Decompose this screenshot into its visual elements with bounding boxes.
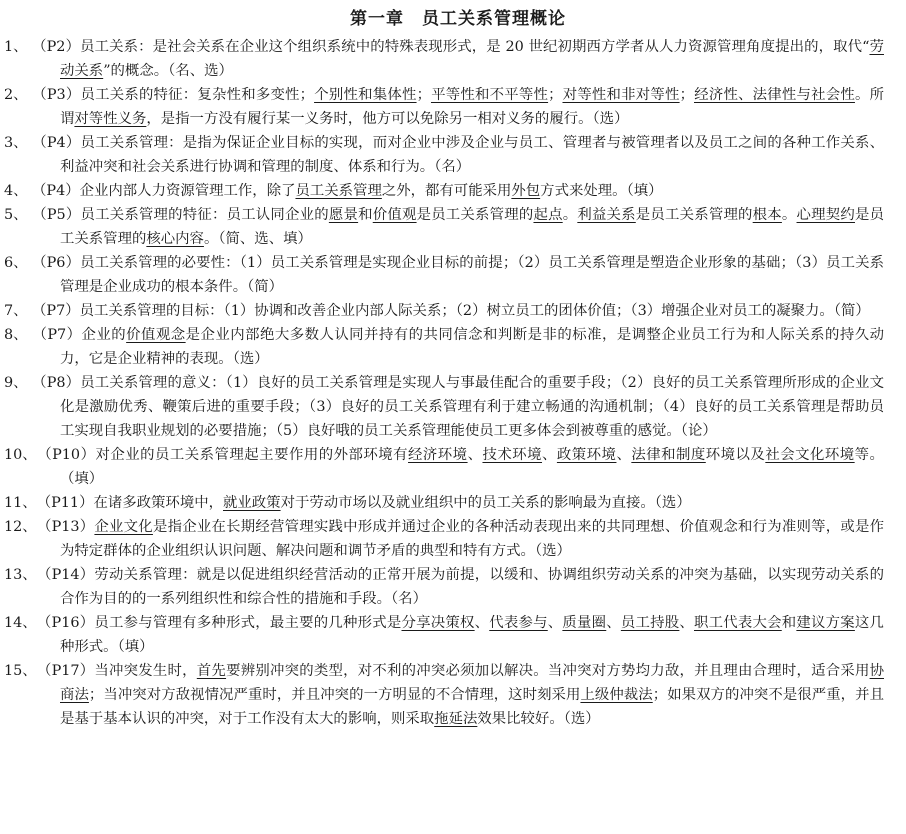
list-item	[4, 563, 884, 611]
item-text: 。	[562, 207, 578, 223]
key-term: 起点	[533, 207, 563, 223]
item-number: 11、	[4, 495, 37, 511]
item-text: ；	[416, 87, 431, 103]
key-term: 价值观	[372, 207, 417, 223]
item-text: ；	[548, 87, 563, 103]
item-text: （P17）当冲突发生时，	[36, 663, 197, 679]
key-term: 价值观念	[126, 327, 186, 343]
item-text: 要辨别冲突的类型，对不利的冲突必须加以解决。当冲突对方势均力敌，并且理由合理时，适合采用	[226, 663, 870, 679]
list-item: 9、 （P8）员工关系管理的意义：（1）良好的员工关系管理是实现人与事最佳配合的重要手段；（2）良好的员工关系管理所形成的企业文化是激励优秀、鞭策后进的重要手段；（3）良好的员工关系管理有利于建立畅通的沟通机制；（4）良好的员工关系管理是帮助员工实现自我职业规划的必要措施；（5）良好哦的员工关系管理能使员工更多体会到被尊重的感觉。（论）	[4, 375, 884, 439]
item-text: 对于劳动市场以及就业组织中的员工关系的影响最为直接。（选）	[280, 495, 691, 511]
item-text: 环境以及	[705, 447, 766, 463]
item-text: 、	[474, 615, 490, 631]
key-term: 上级仲裁法	[580, 687, 653, 703]
item-text: 和	[781, 615, 797, 631]
key-term: 协商法	[60, 663, 884, 703]
item-text: 方式来处理。（填）	[540, 183, 663, 199]
key-term: 就业政策	[223, 495, 281, 511]
item-number: 13、	[4, 567, 37, 583]
item-text: （P2）员工关系：是社会关系在企业这个组织系统中的特殊表现形式，是 20 世纪初期西方学者从人力资源管理角度提出的，取代“	[32, 39, 870, 55]
key-term: 根本	[752, 207, 782, 223]
item-text: ；如果双方的冲突不是很严重，并且是基于基本认识的冲突，对于工作没有太大的影响，则采取	[60, 687, 884, 727]
item-text: （P7）企业的	[32, 327, 127, 343]
item-text: 等。（填）	[60, 447, 884, 487]
list-item	[4, 659, 884, 731]
key-term: 对等性义务	[74, 111, 147, 127]
key-term: 拖延法	[434, 711, 478, 727]
key-term: 分享决策权	[401, 615, 475, 631]
item-number: 15、	[4, 663, 37, 679]
item-text: （P16）员工参与管理有多种形式，最主要的几种形式是	[36, 615, 402, 631]
list-item	[4, 515, 884, 563]
key-term: 员工关系管理	[295, 183, 382, 199]
key-term: 平等性和不平等性	[430, 87, 549, 103]
item-text: 、	[467, 447, 483, 463]
key-term: 对等性和非对等性	[562, 87, 680, 103]
key-term: 首先	[196, 663, 227, 679]
study-points-list	[4, 35, 884, 731]
list-item: 1、 （P2）员工关系：是社会关系在企业这个组织系统中的特殊表现形式，是 20 世纪初期西方学者从人力资源管理角度提出的，取代“劳动关系”的概念。（名、选）	[4, 39, 884, 79]
item-text: （P13）	[36, 519, 95, 535]
item-number: 12、	[4, 519, 37, 535]
item-text: （P7）员工关系管理的目标：（1）协调和改善企业内部人际关系；（2）树立员工的团体价值；（3）增强企业对员工的凝聚力。（简）	[32, 303, 870, 319]
key-term: 建议方案	[796, 615, 855, 631]
item-text: 、	[679, 615, 694, 631]
list-item: 7、 （P7）员工关系管理的目标：（1）协调和改善企业内部人际关系；（2）树立员工的团体价值；（3）增强企业对员工的凝聚力。（简）	[4, 303, 870, 319]
item-text: 是指企业在长期经营管理实践中形成并通过企业的各种活动表现出来的共同理想、价值观念和行为准则等，或是作为特定群体的企业组织认识问题、解决问题和调节矛盾的典型和特有方式。（选）	[60, 519, 884, 559]
key-term: 代表参与	[489, 615, 548, 631]
list-item: 6、 （P6）员工关系管理的必要性：（1）员工关系管理是实现企业目标的前提；（2）员工关系管理是塑造企业形象的基础；（3）员工关系管理是企业成功的根本条件。（简）	[4, 255, 884, 295]
item-text: （P5）员工关系管理的特征：员工认同企业的	[32, 207, 329, 223]
list-item: 2、 （P3）员工关系的特征：复杂性和多变性；个别性和集体性；平等性和不平等性；对等性和非对等性；经济性、法律性与社会性。所谓对等性义务，是指一方没有履行某一义务时，他方可以免除另一相对义务的履行。（选）	[4, 87, 884, 127]
item-text: 、	[542, 447, 557, 463]
item-text: 、	[547, 615, 563, 631]
key-term: 愿景	[328, 207, 359, 223]
key-term: 经济性、法律性与社会性	[694, 87, 855, 103]
item-text: 是企业内部绝大多数人认同并持有的共同信念和判断是非的标准，是调整企业员工行为和人际关系的持久动力，它是企业精神的表现。（选）	[60, 327, 884, 367]
key-term: 质量圈	[562, 615, 607, 631]
key-term: 核心内容	[146, 231, 204, 247]
key-term: 经济环境	[408, 447, 468, 463]
item-text: （P6）员工关系管理的必要性：（1）员工关系管理是实现企业目标的前提；（2）员工关系管理是塑造企业形象的基础；（3）员工关系管理是企业成功的根本条件。（简）	[32, 255, 884, 295]
item-text: （P4）企业内部人力资源管理工作，除了	[32, 183, 296, 199]
key-term: 社会文化环境	[765, 447, 855, 463]
key-term: 法律和制度	[631, 447, 706, 463]
item-text: 这几种形式。（填）	[60, 615, 884, 655]
item-text: ；	[679, 87, 694, 103]
list-item: 4、 （P4）企业内部人力资源管理工作，除了员工关系管理之外，都有可能采用外包方式来处理。（填）	[4, 183, 663, 199]
item-text: ；当冲突对方敌视情况严重时，并且冲突的一方明显的不合情理，这时刻采用	[88, 687, 581, 703]
item-text: （P10）对企业的员工关系管理起主要作用的外部环境有	[36, 447, 409, 463]
list-item: 5、 （P5）员工关系管理的特征：员工认同企业的愿景和价值观是员工关系管理的起点。利益关系是员工关系管理的根本。心理契约是员工关系管理的核心内容。（简、选、填）	[4, 207, 884, 247]
item-text: 。（简、选、填）	[203, 231, 312, 247]
key-term: 技术环境	[482, 447, 543, 463]
item-text: （P4）员工关系管理：是指为保证企业目标的实现，而对企业中涉及企业与员工、管理者与被管理者以及员工之间的各种工作关系、利益冲突和社会关系进行协调和管理的制度、体系和行为。（名）	[32, 135, 884, 175]
item-text: 之外，都有可能采用	[381, 183, 512, 199]
key-term: 员工持股	[620, 615, 680, 631]
item-text: ，是指一方没有履行某一义务时，他方可以免除另一相对义务的履行。（选）	[146, 111, 629, 127]
item-text: 、	[616, 447, 632, 463]
item-text: （P8）员工关系管理的意义：（1）良好的员工关系管理是实现人与事最佳配合的重要手段；（2）良好的员工关系管理所形成的企业文化是激励优秀、鞭策后进的重要手段；（3）良好的员工关系管理有利于建立畅通的沟通机制；（4）良好的员工关系管理是帮助员工实现自我职业规划的必要措施；（5）良好哦的员工关系管理能使员工更多体会到被尊重的感觉。（论）	[32, 375, 884, 439]
key-term: 劳动关系	[60, 39, 884, 79]
item-text: 和	[358, 207, 373, 223]
item-text: （P3）员工关系的特征：复杂性和多变性；	[32, 87, 315, 103]
key-term: 心理契约	[796, 207, 855, 223]
list-item	[4, 491, 884, 515]
item-text: ”的概念。（名、选）	[103, 63, 233, 79]
item-text: 是员工关系管理的	[416, 207, 534, 223]
item-text: 。所谓	[60, 87, 884, 127]
chapter-title: 第一章 员工关系管理概论	[350, 9, 566, 29]
list-item: 8、 （P7）企业的价值观念是企业内部绝大多数人认同并持有的共同信念和判断是非的标准，是调整企业员工行为和人际关系的持久动力，它是企业精神的表现。（选）	[4, 327, 884, 367]
key-term: 利益关系	[577, 207, 636, 223]
item-text: 、	[606, 615, 621, 631]
item-number: 10、	[4, 447, 37, 463]
list-item	[4, 443, 884, 491]
key-term: 个别性和集体性	[314, 87, 417, 103]
item-text: 是员工关系管理的	[60, 207, 884, 247]
item-number: 14、	[4, 615, 37, 631]
list-item	[4, 611, 884, 659]
item-text: （P14）劳动关系管理：就是以促进组织经营活动的正常开展为前提，以缓和、协调组织劳动关系的冲突为基础，以实现劳动关系的合作为目的的一系列组织性和综合性的措施和手段。（名）	[36, 567, 884, 607]
key-term: 企业文化	[94, 519, 153, 535]
list-item: 3、 （P4）员工关系管理：是指为保证企业目标的实现，而对企业中涉及企业与员工、管理者与被管理者以及员工之间的各种工作关系、利益冲突和社会关系进行协调和管理的制度、体系和行为。（名）	[4, 135, 884, 175]
item-text: 。	[781, 207, 797, 223]
key-term: 外包	[511, 183, 541, 199]
item-text: （P11）在诸多政策环境中，	[36, 495, 223, 511]
item-text: 是员工关系管理的	[635, 207, 753, 223]
key-term: 职工代表大会	[694, 615, 782, 631]
item-text: 效果比较好。（选）	[477, 711, 600, 727]
key-term: 政策环境	[556, 447, 617, 463]
